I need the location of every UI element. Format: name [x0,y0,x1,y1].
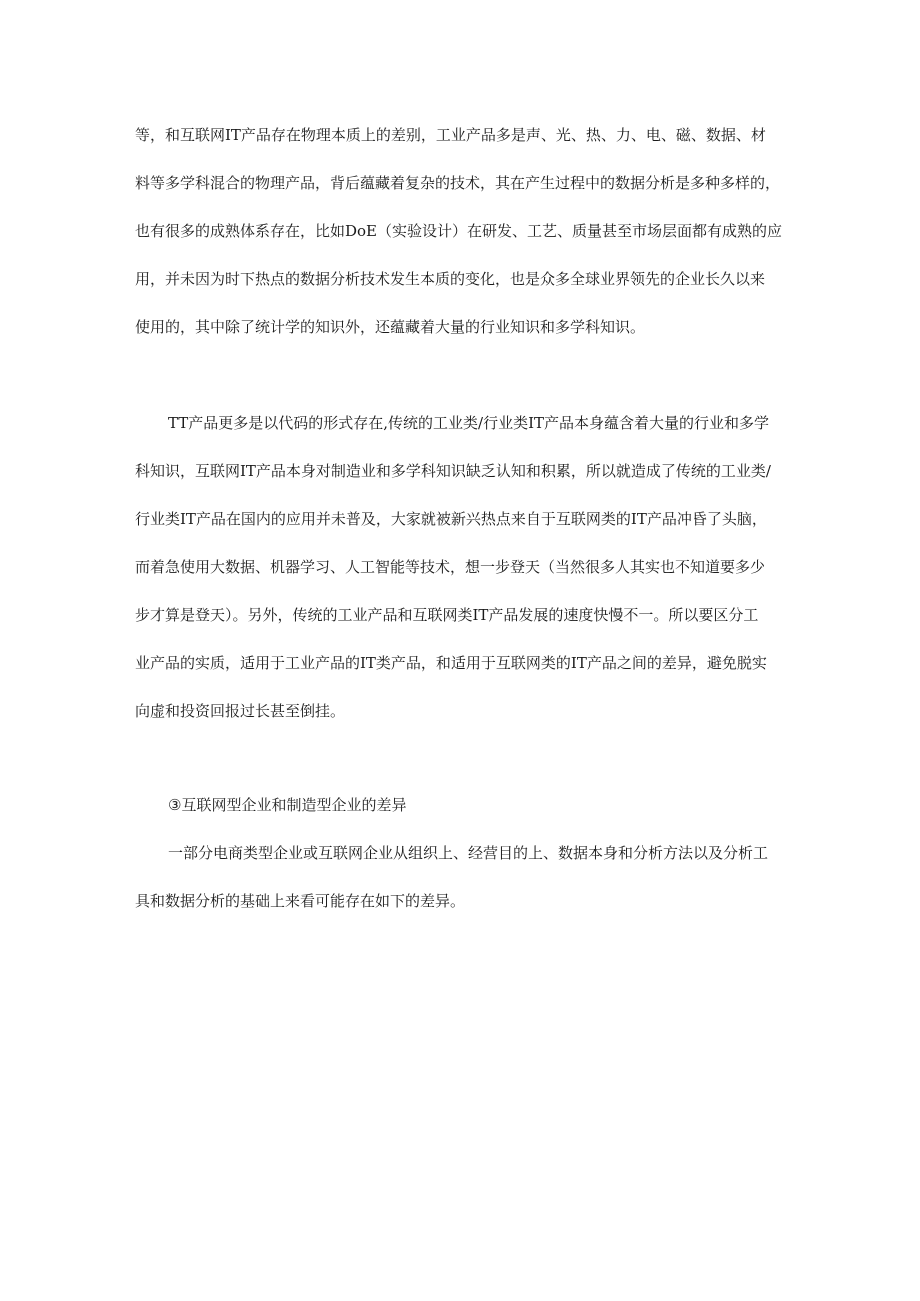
paragraph-1-line-5: 使用的，其中除了统计学的知识外，还蕴藏着大量的行业知识和多学科知识。 [135,318,646,336]
paragraph-2-line-3: 行业类IT产品在国内的应用并未普及，大家就被新兴热点来自于互联网类的IT产品冲昏了头脑， [135,510,767,528]
paragraph-1-line-4: 用，并未因为时下热点的数据分析技术发生本质的变化，也是众多全球业界领先的企业长久以来 [135,270,766,288]
paragraph-2-line-1: TT产品更多是以代码的形式存在,传统的工业类/行业类IT产品本身蕴含着大量的行业和多学 [168,414,770,432]
paragraph-1-line-3: 也有很多的成熟体系存在，比如DoE（实验设计）在研发、工艺、质量甚至市场层面都有成熟的应 [135,222,783,240]
paragraph-3-line-1: 一部分电商类型企业或互联网企业从组织上、经营目的上、数据本身和分析方法以及分析工 [168,844,769,862]
paragraph-2-line-4: 而着急使用大数据、机器学习、人工智能等技术，想一步登天（当然很多人其实也不知道要多少 [135,558,766,576]
paragraph-1-line-2: 料等多学科混合的物理产品，背后蕴藏着复杂的技术，其在产生过程中的数据分析是多种多样的， [135,174,781,192]
paragraph-2-line-7: 向虚和投资回报过长甚至倒挂。 [135,702,346,720]
section-heading: ③互联网型企业和制造型企业的差异 [168,796,407,814]
paragraph-1-line-1: 等，和互联网IT产品存在物理本质上的差别，工业产品多是声、光、热、力、电、磁、数据、材 [135,126,766,144]
paragraph-2-line-5: 步才算是登天）。另外，传统的工业产品和互联网类IT产品发展的速度快慢不一。所以要区分工 [135,606,759,624]
paragraph-2-line-2: 科知识，互联网IT产品本身对制造业和多学科知识缺乏认知和积累，所以就造成了传统的工业类/ [135,462,771,480]
paragraph-2-line-6: 业产品的实质，适用于工业产品的IT类产品，和适用于互联网类的IT产品之间的差异，避免脱实 [135,654,767,672]
paragraph-3-line-2: 具和数据分析的基础上来看可能存在如下的差异。 [135,892,466,910]
